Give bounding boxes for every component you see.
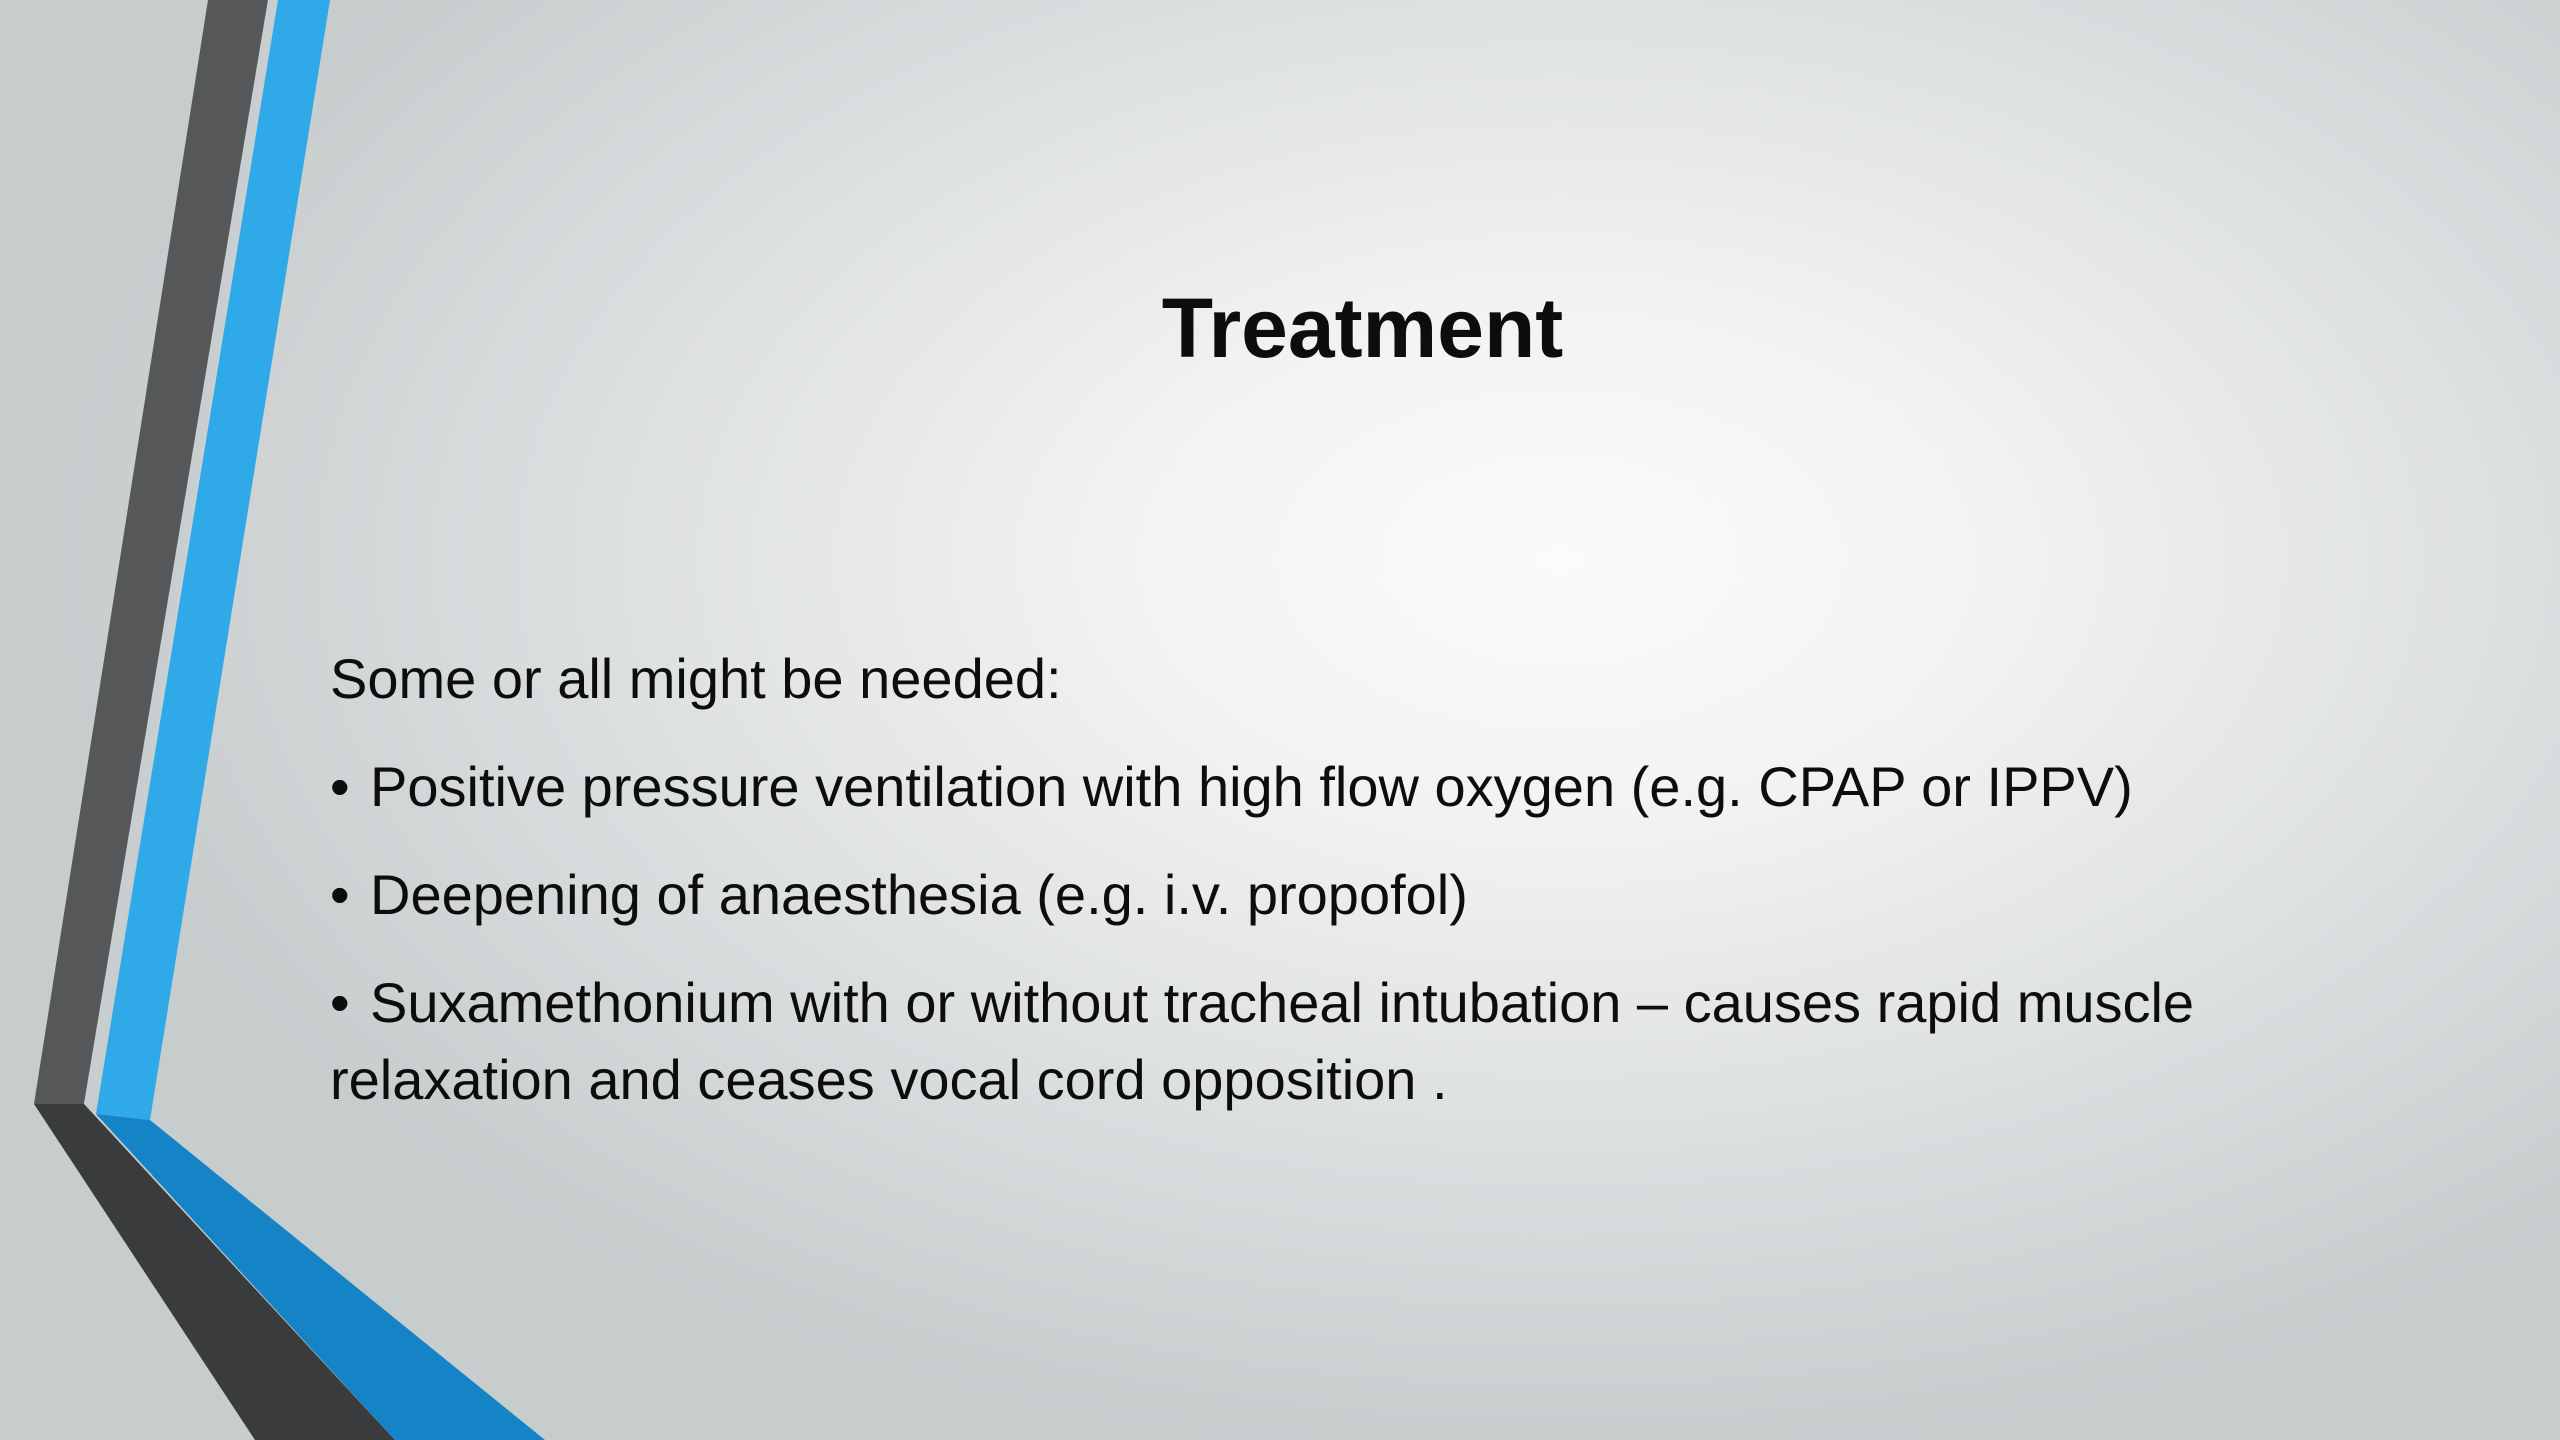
bullet-item <box>330 856 2390 933</box>
bullet-icon: • <box>330 971 350 1034</box>
bullet-text: Positive pressure ventilation with high flow oxygen (e.g. CPAP or IPPV) <box>370 755 2133 818</box>
slide-body <box>330 640 2390 1149</box>
bullet-text: Suxamethonium with or without tracheal intubation – causes rapid muscle relaxation and ceases vocal cord opposition . <box>330 971 2195 1111</box>
bullet-icon: • <box>330 755 350 818</box>
intro-text: Some or all might be needed: <box>330 647 1062 710</box>
bullet-item <box>330 748 2390 825</box>
bullet-item <box>330 964 2390 1118</box>
slide-title-container <box>330 268 2395 388</box>
bullet-icon: • <box>330 863 350 926</box>
dark-gray-wedge <box>34 1104 395 1440</box>
light-gap-stripe <box>84 0 278 1104</box>
bullet-text: Deepening of anaesthesia (e.g. i.v. propofol) <box>370 863 1468 926</box>
slide-title: Treatment <box>1161 281 1564 375</box>
